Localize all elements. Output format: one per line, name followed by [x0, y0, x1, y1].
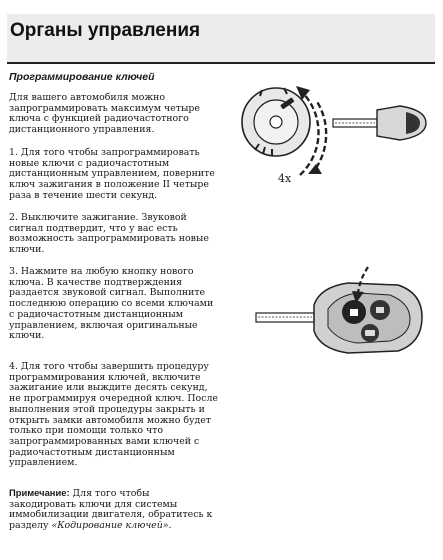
step-3-paragraph: 3. Нажмите на любую кнопку нового ключа. В качестве подтверждения раздается звуковой сигнал. Выполните последнюю операцию со всеми ключами с радиочастотным дистанционным управлением, включая оригинальные ключи. — [9, 266, 214, 342]
note-label: Примечание: — [9, 487, 70, 498]
step-1-paragraph: 1. Для того чтобы запрограммировать новые ключи с радиочастотным дистанционным управлением, поверните ключ зажигания в положение II четыре раза в течение шести секунд. — [9, 147, 215, 201]
key-fob-illustration — [250, 265, 430, 370]
step-4-paragraph: 4. Для того чтобы завершить процедуру программирования ключей, включите зажигание или выждите десять секунд, не программируя очередной ключ. После выполнения этой процедуры закрыть и открыть замки автомобиля можно будет только при помощи только что запрограммированных вами ключей с радиочастотным дистанционным управлением. — [9, 361, 218, 469]
note-paragraph — [9, 488, 219, 532]
ignition-lock-illustration — [230, 70, 430, 185]
note-text: Для того чтобы закодировать ключи для системы иммобилизации двигателя, обратитесь к разделу — [9, 488, 213, 532]
ignition-cylinder-icon — [242, 88, 310, 156]
section-title: Программирование ключей — [9, 71, 155, 83]
step-2-paragraph: 2. Выключите зажигание. Звуковой сигнал подтвердит, что у вас есть возможность запрограммировать новые ключи. — [9, 212, 209, 256]
lock-button-icon — [342, 300, 366, 324]
key-icon — [333, 106, 426, 140]
intro-paragraph: Для вашего автомобиля можно запрограммировать максимум четыре ключа с функцией радиочастотного дистанционного управления. — [9, 92, 200, 136]
unlock-button-icon — [370, 300, 390, 320]
note-reference: «Кодирование ключей» — [51, 520, 169, 532]
trunk-button-icon — [361, 324, 379, 342]
rotation-count-label: 4x — [278, 172, 292, 185]
note-end: . — [168, 520, 172, 532]
page-title: Органы управления — [10, 20, 201, 41]
key-fob-icon — [256, 283, 422, 353]
